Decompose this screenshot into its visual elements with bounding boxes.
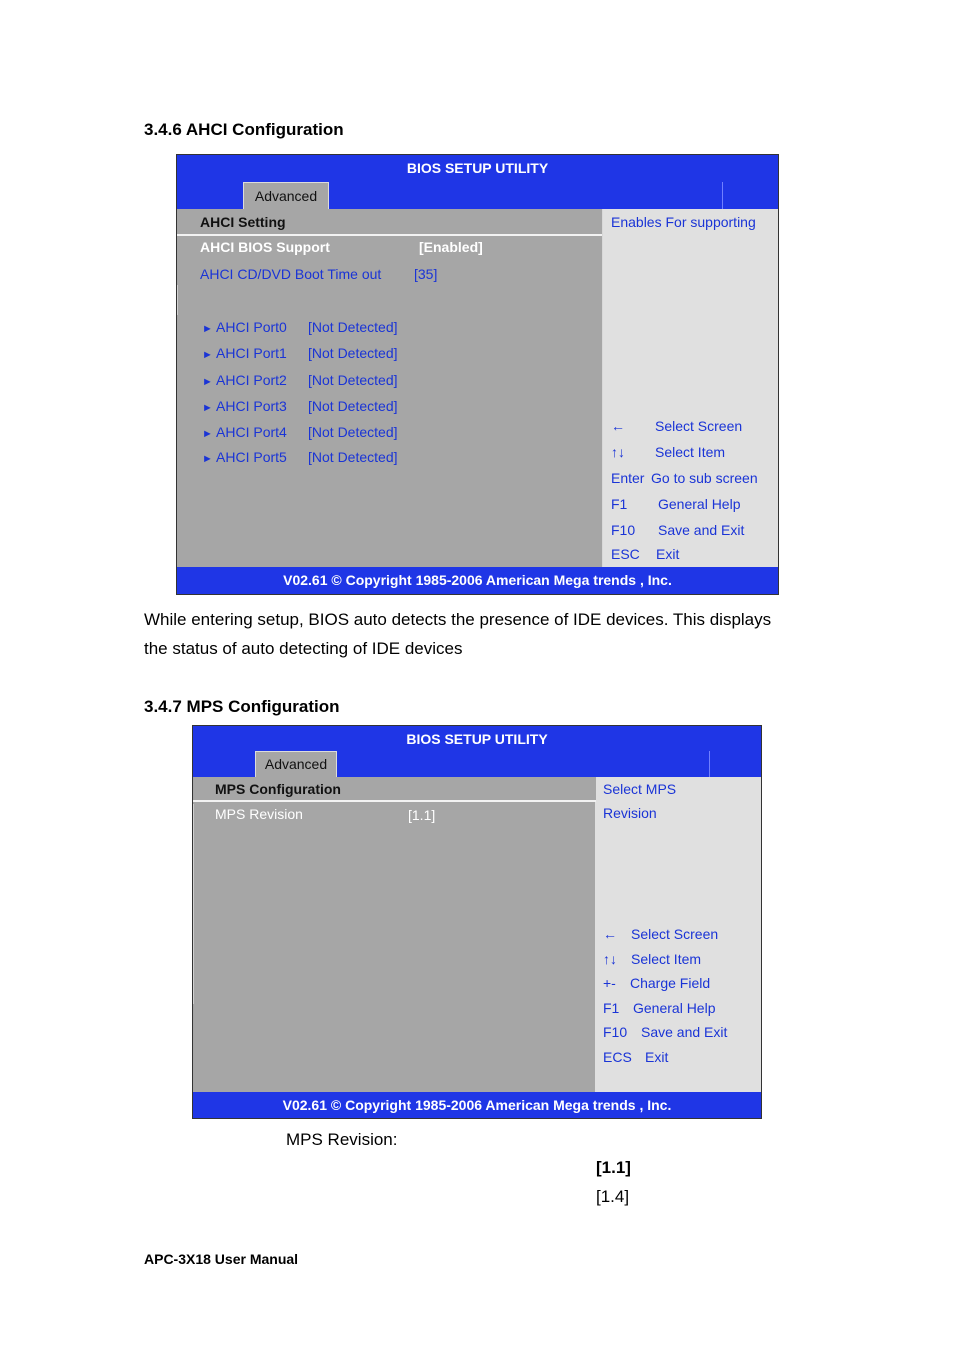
key-desc-select-screen: Select Screen [631, 926, 719, 942]
port-label: AHCI Port5 [216, 449, 287, 465]
value-mps-revision[interactable]: [1.1] [408, 807, 436, 823]
item-ahci-port4[interactable] [202, 424, 287, 440]
submenu-arrow-icon: ► [202, 349, 213, 361]
key-f1: F1 [611, 496, 628, 512]
key-desc-select-item: Select Item [655, 444, 726, 460]
ahci-description [144, 605, 794, 663]
item-ahci-port2[interactable] [202, 372, 287, 388]
port-label: AHCI Port1 [216, 345, 287, 361]
key-f10: F10 [611, 522, 636, 538]
bios-screen-ahci [176, 154, 779, 595]
bios-title: BIOS SETUP UTILITY [406, 731, 548, 747]
port-label: AHCI Port3 [216, 398, 287, 414]
key-updown-arrow-icon: ↑↓ [603, 951, 617, 967]
key-desc-select-screen: Select Screen [655, 418, 743, 434]
left-edge-mark [177, 285, 178, 315]
value-ahci-port3: [Not Detected] [308, 398, 398, 414]
help-text: Enables For supporting [611, 214, 756, 230]
value-ahci-bios-support[interactable]: [Enabled] [419, 239, 483, 255]
key-f10: F10 [603, 1024, 628, 1040]
key-desc-general-help: General Help [658, 496, 741, 512]
value-ahci-port1: [Not Detected] [308, 345, 398, 361]
item-ahci-port5[interactable] [202, 449, 287, 465]
port-label: AHCI Port0 [216, 319, 287, 335]
submenu-arrow-icon: ► [202, 402, 213, 414]
key-desc-save-exit: Save and Exit [658, 522, 745, 538]
value-ahci-port2: [Not Detected] [308, 372, 398, 388]
key-plus-minus: +- [603, 975, 616, 991]
mps-option-alt: [1.4] [596, 1187, 630, 1206]
key-desc-exit: Exit [656, 546, 680, 562]
value-ahci-port4: [Not Detected] [308, 424, 398, 440]
tab-separator [709, 751, 710, 777]
manual-footer: APC-3X18 User Manual [144, 1251, 299, 1267]
port-label: AHCI Port2 [216, 372, 287, 388]
section-title: AHCI Setting [177, 209, 602, 236]
value-ahci-port5: [Not Detected] [308, 449, 398, 465]
key-desc-save-exit: Save and Exit [641, 1024, 728, 1040]
tab-advanced[interactable]: Advanced [243, 182, 329, 209]
submenu-arrow-icon: ► [202, 323, 213, 335]
item-ahci-bios-support[interactable] [200, 239, 330, 255]
key-updown-arrow-icon: ↑↓ [611, 444, 625, 460]
key-f1: F1 [603, 1000, 620, 1016]
mps-option-default: [1.1] [596, 1158, 631, 1177]
bios-title: BIOS SETUP UTILITY [406, 160, 549, 176]
help-panel [603, 209, 778, 567]
bios-screen-mps [192, 725, 762, 1119]
bios-copyright-footer: V02.61 © Copyright 1985-2006 American Mega trends , Inc. [177, 567, 778, 594]
item-ahci-port3[interactable] [202, 398, 287, 414]
tab-separator [722, 182, 723, 209]
paragraph-line: the status of auto detecting of IDE devices [144, 639, 463, 658]
item-ahci-port0[interactable] [202, 319, 287, 335]
help-text-line1: Select MPS [603, 781, 677, 797]
key-left-arrow-icon: ← [611, 418, 625, 434]
port-label: AHCI Port4 [216, 424, 287, 440]
section-heading-ahci: 3.4.6 AHCI Configuration [144, 120, 344, 139]
submenu-arrow-icon: ► [202, 376, 213, 388]
key-desc-charge-field: Charge Field [630, 975, 711, 991]
value-ahci-port0: [Not Detected] [308, 319, 398, 335]
item-mps-revision[interactable]: MPS Revision [215, 806, 303, 822]
section-title: MPS Configuration [193, 777, 596, 802]
key-left-arrow-icon: ← [603, 926, 617, 942]
key-ecs: ECS [603, 1049, 632, 1065]
item-label: AHCI BIOS Support [200, 239, 330, 255]
item-ahci-boot-timeout[interactable]: AHCI CD/DVD Boot Time out [200, 266, 382, 282]
section-heading-mps: 3.4.7 MPS Configuration [144, 697, 340, 716]
tab-advanced[interactable]: Advanced [255, 751, 337, 777]
submenu-arrow-icon: ► [202, 453, 213, 465]
item-ahci-port1[interactable] [202, 345, 287, 361]
key-desc-sub-screen: Go to sub screen [651, 470, 758, 486]
paragraph-line: While entering setup, BIOS auto detects the presence of IDE devices. This displays [144, 610, 772, 629]
bios-copyright-footer: V02.61 © Copyright 1985-2006 American Mega trends , Inc. [193, 1092, 761, 1118]
mps-revision-label: MPS Revision: [286, 1130, 398, 1149]
key-desc-general-help: General Help [633, 1000, 716, 1016]
key-desc-select-item: Select Item [631, 951, 702, 967]
key-desc-exit: Exit [645, 1049, 669, 1065]
left-edge-mark [193, 804, 194, 1004]
key-esc: ESC [611, 546, 640, 562]
value-ahci-boot-timeout[interactable]: [35] [414, 266, 438, 282]
help-text-line2: Revision [603, 805, 657, 821]
panel-divider [602, 209, 603, 567]
key-enter: Enter [611, 470, 645, 486]
submenu-arrow-icon: ► [202, 428, 213, 440]
